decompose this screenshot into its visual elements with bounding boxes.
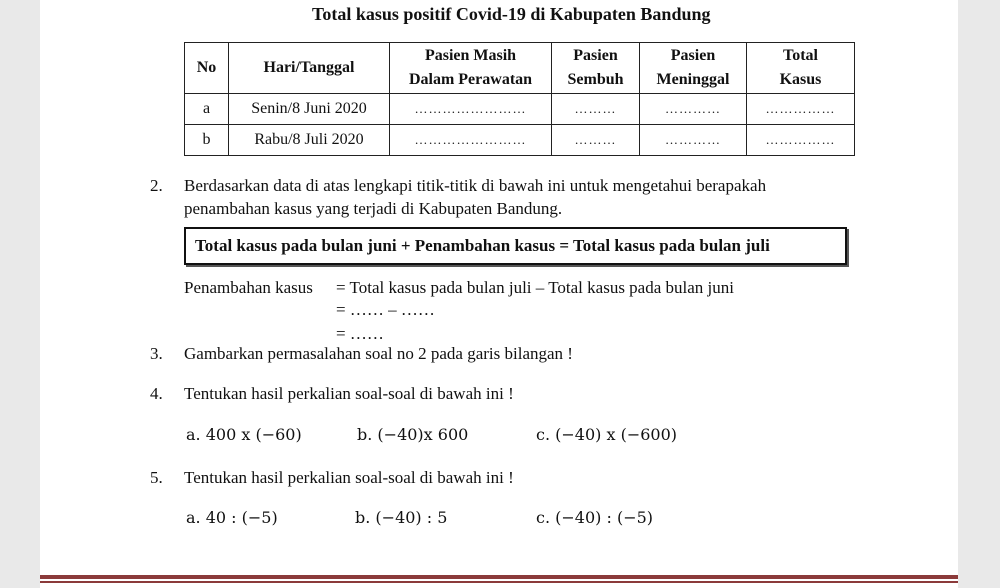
question-3-text: Gambarkan permasalahan soal no 2 pada garis bilangan !	[184, 344, 573, 363]
question-4-item-a: a. 400 x (−60)	[186, 425, 302, 444]
table-title: Total kasus positif Covid-19 di Kabupaten Bandung	[312, 4, 711, 24]
header-total: Total Kasus	[747, 43, 855, 94]
question-2-line-2: penambahan kasus yang terjadi di Kabupaten Bandung.	[184, 199, 563, 218]
question-4-number: 4.	[150, 384, 163, 403]
row-deceased: …………	[640, 125, 747, 156]
increase-fill-1: = …… – ……	[336, 300, 435, 319]
question-4-item-b: b. (−40)x 600	[357, 425, 469, 444]
question-4-item-c: c. (−40) x (−600)	[536, 425, 678, 444]
increase-label: Penambahan kasus	[184, 278, 313, 297]
row-total: ……………	[747, 125, 855, 156]
increase-fill-2: = ……	[336, 324, 384, 343]
question-5-number: 5.	[150, 468, 163, 487]
header-deceased: Pasien Meninggal	[640, 43, 747, 94]
question-4-text: Tentukan hasil perkalian soal-soal di bawah ini !	[184, 384, 514, 403]
question-2-number: 2.	[150, 176, 163, 195]
row-recovered: ………	[552, 94, 640, 125]
footer-divider	[40, 581, 958, 583]
header-in-treatment: Pasien Masih Dalam Perawatan	[390, 43, 552, 94]
header-date: Hari/Tanggal	[229, 43, 390, 94]
row-in-treatment: ……………………	[390, 125, 552, 156]
row-deceased: …………	[640, 94, 747, 125]
question-5-item-a: a. 40 : (−5)	[186, 508, 278, 527]
question-3-number: 3.	[150, 344, 163, 363]
header-no: No	[185, 43, 229, 94]
row-recovered: ………	[552, 125, 640, 156]
header-recovered: Pasien Sembuh	[552, 43, 640, 94]
row-in-treatment: ……………………	[390, 94, 552, 125]
document-page	[40, 0, 958, 588]
question-5-item-b: b. (−40) : 5	[355, 508, 448, 527]
row-no: a	[185, 94, 229, 125]
footer-divider	[40, 575, 958, 579]
table-row	[185, 125, 855, 156]
formula-box: Total kasus pada bulan juni + Penambahan kasus = Total kasus pada bulan juli	[184, 227, 847, 265]
question-5-text: Tentukan hasil perkalian soal-soal di bawah ini !	[184, 468, 514, 487]
row-date: Senin/8 Juni 2020	[229, 94, 390, 125]
row-no: b	[185, 125, 229, 156]
question-2-line-1: Berdasarkan data di atas lengkapi titik-titik di bawah ini untuk mengetahui berapakah	[184, 176, 767, 195]
row-total: ……………	[747, 94, 855, 125]
row-date: Rabu/8 Juli 2020	[229, 125, 390, 156]
table-row	[185, 94, 855, 125]
covid-cases-table	[184, 42, 855, 156]
increase-formula: = Total kasus pada bulan juli – Total kasus pada bulan juni	[336, 278, 734, 297]
question-5-item-c: c. (−40) : (−5)	[536, 508, 654, 527]
